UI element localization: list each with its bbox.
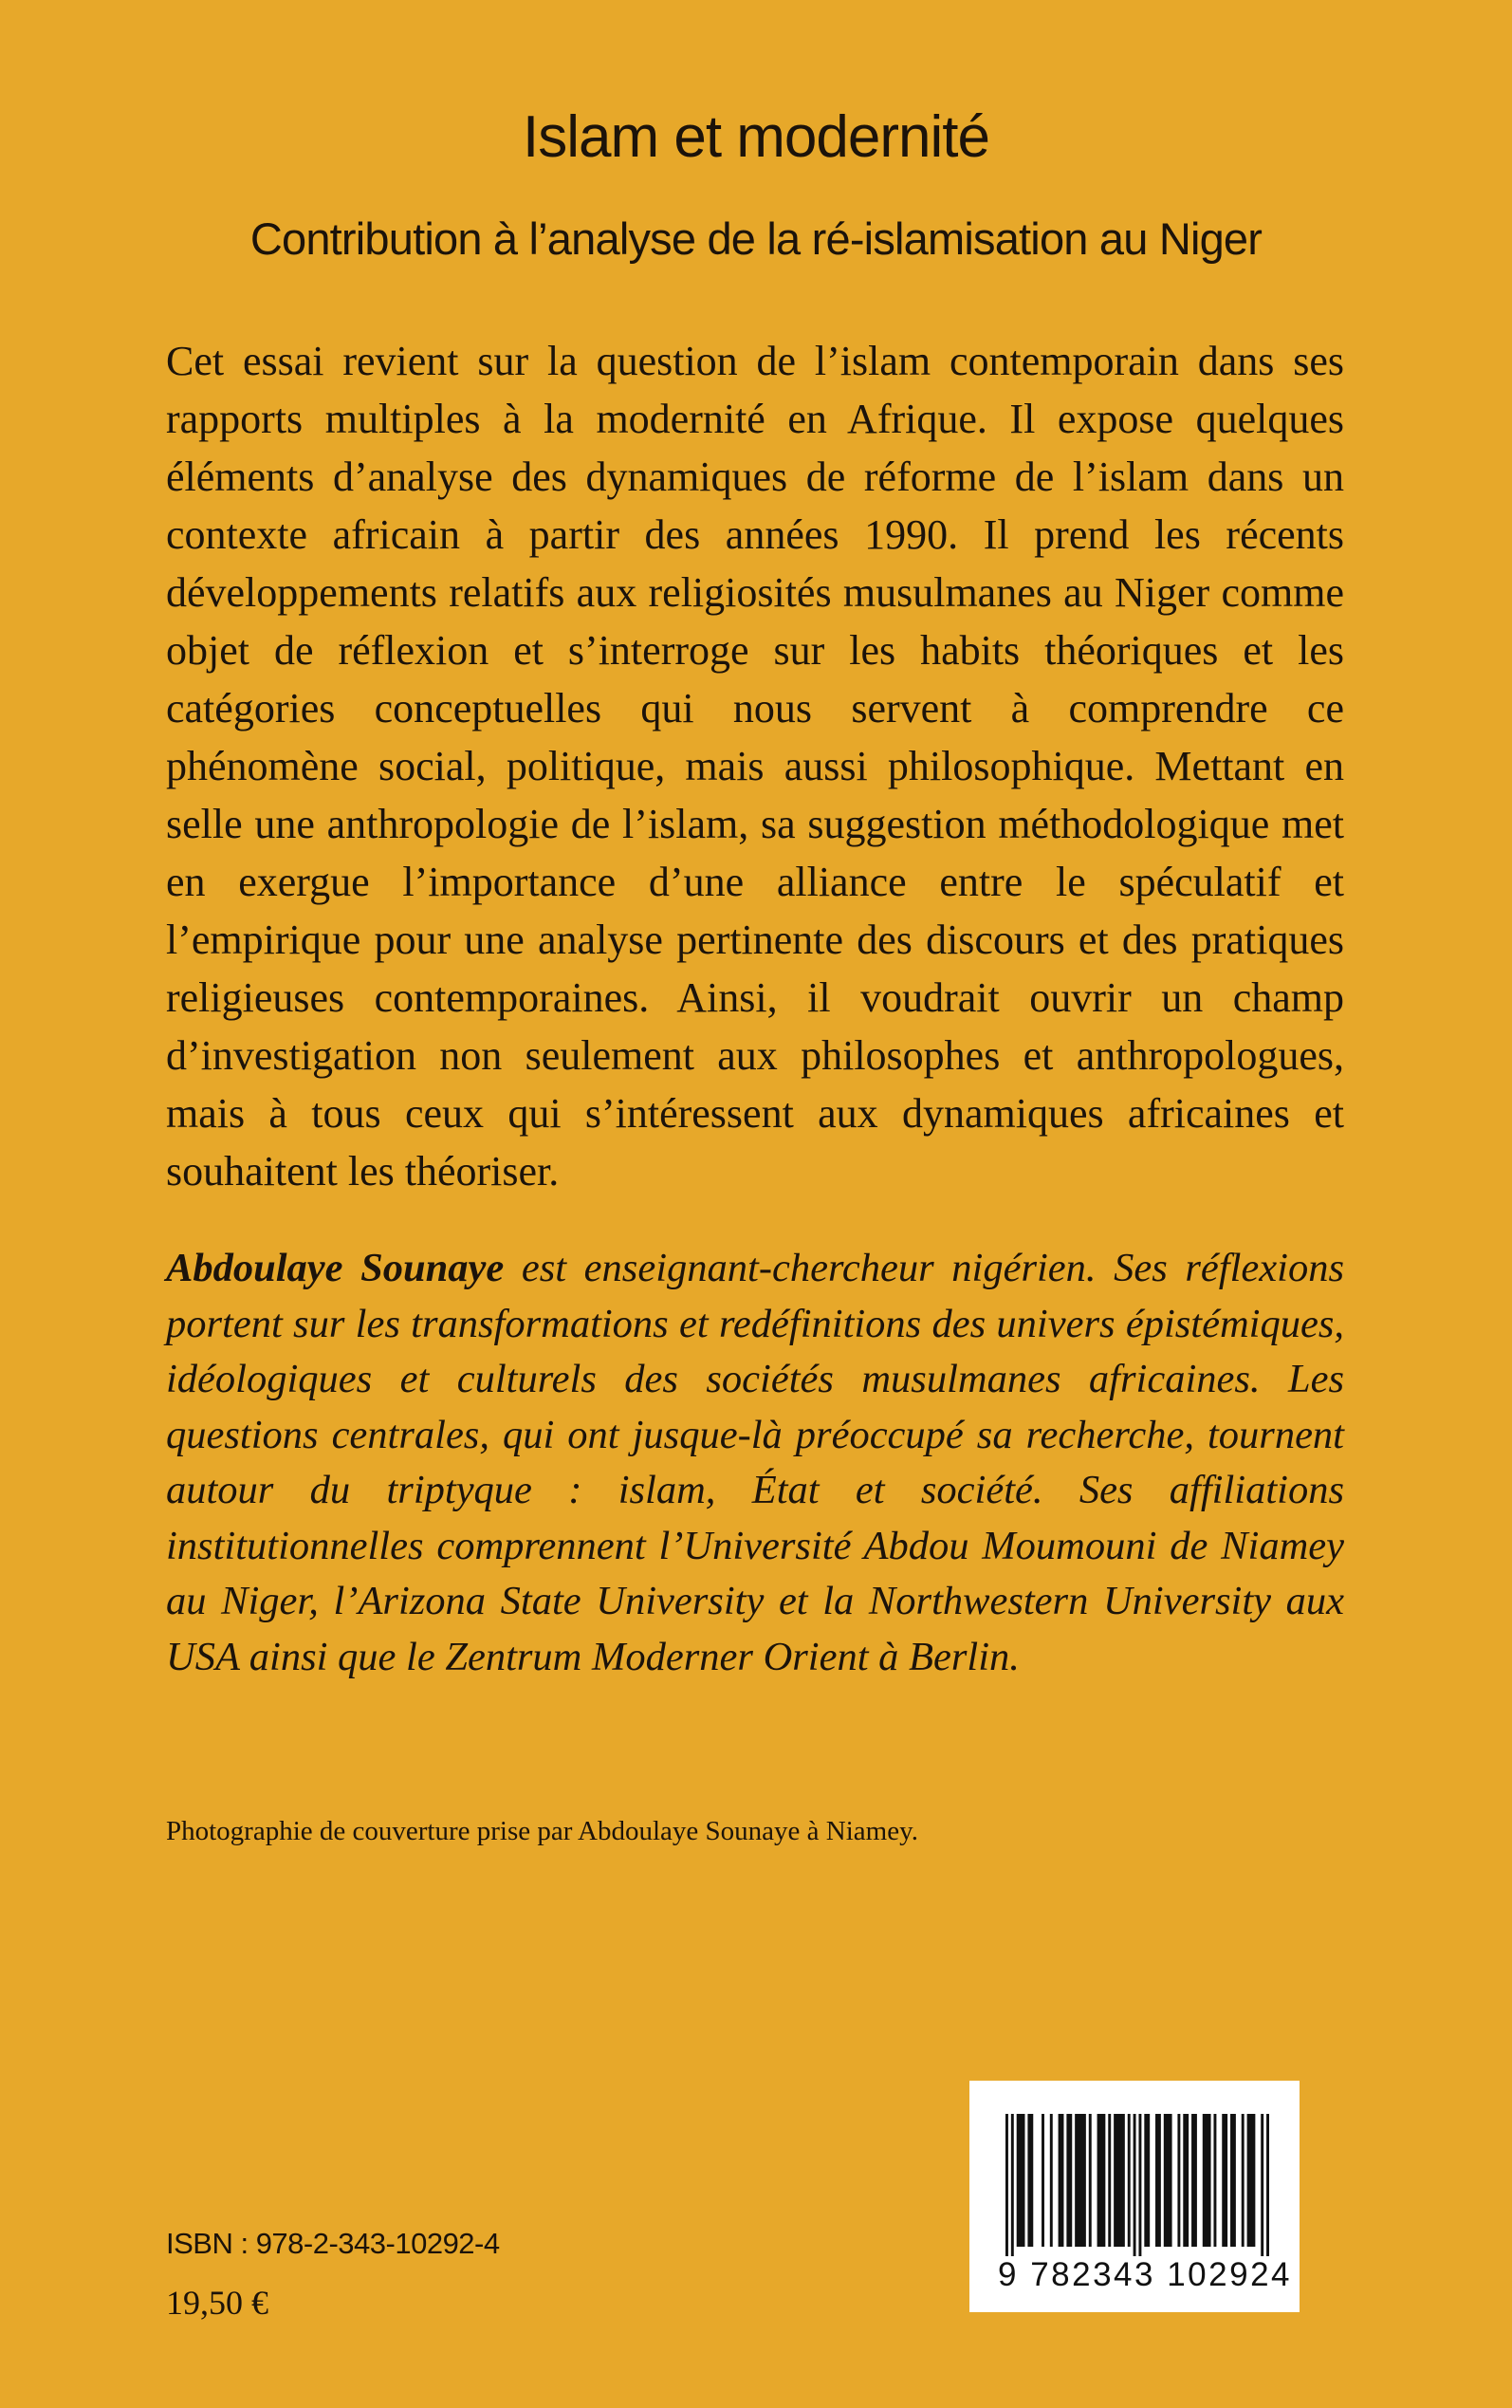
author-name: Abdoulaye Sounaye xyxy=(166,1246,505,1290)
barcode-bar xyxy=(1213,2114,1216,2247)
barcode-bar xyxy=(1191,2114,1197,2247)
barcode-bar xyxy=(1261,2114,1263,2256)
barcode-bar xyxy=(1183,2114,1189,2247)
photo-credit: Photographie de couverture prise par Abdoulaye Sounaye à Niamey. xyxy=(166,1816,918,1846)
barcode-bar xyxy=(1108,2114,1111,2247)
barcode-bar xyxy=(1155,2114,1161,2247)
barcode-bar xyxy=(1128,2114,1131,2247)
barcode-bar xyxy=(1266,2114,1269,2256)
barcode-bar xyxy=(1203,2114,1211,2247)
barcode-bars xyxy=(1005,2114,1269,2256)
author-bio xyxy=(166,1241,1344,1685)
barcode-bar xyxy=(1177,2114,1180,2247)
barcode-bar xyxy=(1097,2114,1106,2247)
barcode-bar xyxy=(1114,2114,1125,2247)
book-subtitle: Contribution à l’analyse de la ré-islamisation au Niger xyxy=(249,213,1263,264)
isbn: ISBN : 978-2-343-10292-4 xyxy=(166,2227,500,2260)
barcode-bar xyxy=(1075,2114,1086,2247)
barcode-bar xyxy=(1089,2114,1092,2247)
barcode-bar xyxy=(1017,2114,1025,2247)
barcode-bar xyxy=(1138,2114,1141,2256)
price: 19,50 € xyxy=(166,2284,268,2322)
book-title: Islam et modernité xyxy=(523,104,989,170)
barcode-bar xyxy=(1027,2114,1033,2247)
barcode-bar xyxy=(1247,2114,1256,2247)
barcode-bar xyxy=(1042,2114,1044,2247)
barcode-bar xyxy=(1059,2114,1064,2247)
barcode-bar xyxy=(1066,2114,1072,2247)
barcode-bar xyxy=(1164,2114,1172,2247)
barcode-bar xyxy=(1242,2114,1245,2247)
barcode-bar xyxy=(1144,2114,1150,2247)
barcode-bar xyxy=(1134,2114,1136,2256)
barcode xyxy=(969,2081,1300,2312)
barcode-bar xyxy=(1230,2114,1236,2247)
barcode-bar xyxy=(1011,2114,1014,2256)
barcode-bar xyxy=(1050,2114,1053,2247)
author-bio-text: est enseignant-chercheur nigérien. Ses réflexions portent sur les transformations et redéfinitions des univers épistémiques, idéologiques et culturels des sociétés musulmanes africaines. Les questions centrales, qui ont jusque-là préoccupé sa recherche, tournent autour du triptyque : islam, État et société. Ses affiliations institutionnelles comprennent l’Université Abdou Moumouni de Niamey au Niger, l’Arizona State University et la Northwestern University aux USA ainsi que le Zentrum Moderner Orient à Berlin. xyxy=(166,1246,1344,1679)
barcode-bar xyxy=(1005,2114,1008,2256)
barcode-bar xyxy=(1222,2114,1227,2247)
barcode-digits: 9 782343 102924 xyxy=(998,2256,1292,2293)
book-summary: Cet essai revient sur la question de l’islam contemporain dans ses rapports multiples à la modernité en Afrique. Il expose quelques éléments d’analyse des dynamiques de réforme de l’islam dans un contexte africain à partir des années 1990. Il prend les récents développements relatifs aux religiosités musulmanes au Niger comme objet de réflexion et s’interroge sur les habits théoriques et les catégories conceptuelles qui nous servent à comprendre ce phénomène social, politique, mais aussi philosophique. Mettant en selle une anthropologie de l’islam, sa suggestion méthodologique met en exergue l’importance d’une alliance entre le spéculatif et l’empirique pour une analyse pertinente des discours et des pratiques religieuses contemporaines. Ainsi, il voudrait ouvrir un champ d’investigation non seulement aux philosophes et anthropologues, mais à tous ceux qui s’intéressent aux dynamiques africaines et souhaitent les théoriser. xyxy=(166,338,1344,1195)
